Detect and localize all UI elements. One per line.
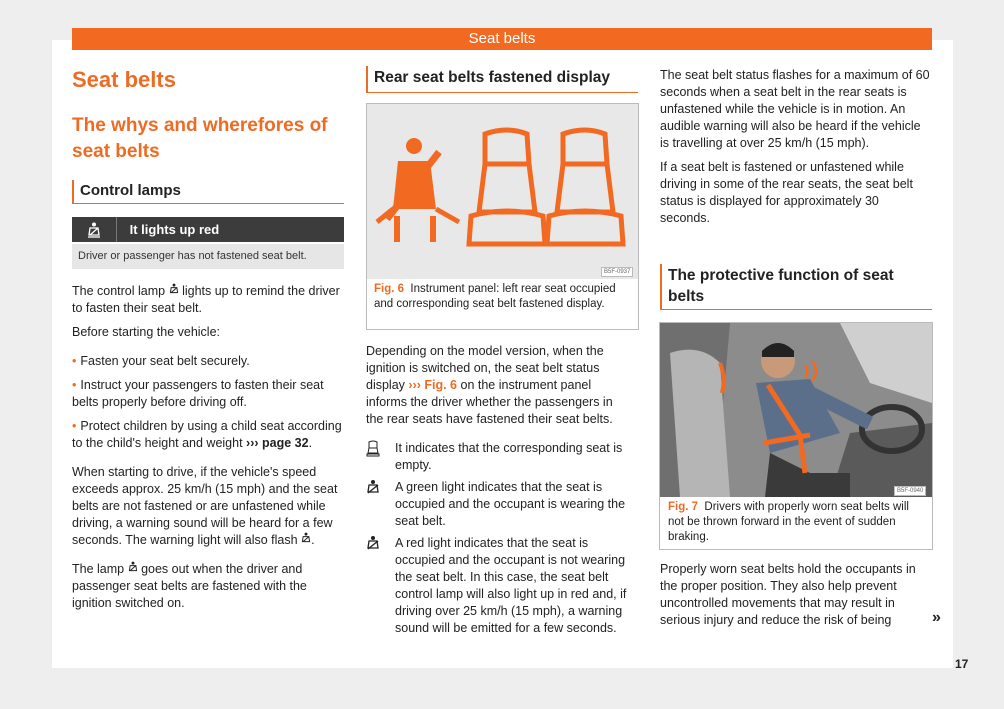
figure-7-label: Fig. 7 <box>668 501 699 513</box>
bullet-item: • Instruct your passengers to fasten their seat belts properly before driving off. <box>72 378 324 409</box>
figure-6 <box>366 103 639 330</box>
right-para-2: If a seat belt is fastened or unfastened while driving in some of the rear seats, the seat belt status is displayed for approximately 30 seconds. <box>660 160 913 225</box>
continued-marker: » <box>932 609 941 626</box>
belted-seat-icon <box>366 479 380 496</box>
left-para-1: The control lamp lights up to remind the driver to fasten their seat belt. <box>72 284 340 315</box>
control-lamps-heading <box>72 180 344 204</box>
figure-code: B5F-0940 <box>894 486 926 496</box>
right-para-1: The seat belt status flashes for a maximum of 60 seconds when a seat belt in the rear seats is unfastened while the vehicle is in motion. An audible warning will also be heard if the vehicle is travelling at over 25 km/h (15 mph). <box>660 68 930 150</box>
driver-seatbelt-image <box>660 323 932 497</box>
figure-7-caption: Fig. 7 Drivers with properly worn seat belts will not be thrown forward in the event of sudden braking. <box>668 501 909 543</box>
lamp-bar-label: It lights up red <box>129 222 220 237</box>
figure-6-label: Fig. 6 <box>374 283 405 295</box>
seatbelt-lamp-icon <box>169 283 179 295</box>
figure-6-caption: Fig. 6 Instrument panel: left rear seat occupied and corresponding seat belt fastened display. <box>374 283 616 310</box>
rear-seat-belts-heading-text: Rear seat belts fastened display <box>374 69 611 86</box>
protective-function-heading <box>660 264 932 310</box>
middle-para-1: Depending on the model version, when the ignition is switched on, the seat belt status display ››› Fig. 6 on the instrument panel informs the driver whether the passengers in the rear seats have fastened their seat belts. <box>366 344 613 426</box>
rear-seat-belts-heading <box>366 66 638 93</box>
belted-seat-icon <box>366 535 380 552</box>
section-header-title: Seat belts <box>468 30 536 47</box>
section-title: The whys and wherefores of seat belts <box>72 115 328 162</box>
empty-seat-icon <box>547 130 623 244</box>
occupied-belted-seat-icon <box>377 138 459 242</box>
fig-6-link[interactable]: ››› Fig. 6 <box>408 378 458 392</box>
driver-illustration <box>660 323 932 497</box>
rear-seat-status-display <box>367 104 638 279</box>
legend-item: It indicates that the corresponding seat is empty. <box>366 440 636 476</box>
left-para-2: Before starting the vehicle: <box>72 325 220 339</box>
left-para-4: The lamp goes out when the driver and passenger seat belts are fastened with the ignition switched on. <box>72 562 307 610</box>
seatbelt-lamp-icon <box>128 561 138 573</box>
left-para-3: When starting to drive, if the vehicle's speed exceeds approx. 25 km/h (15 mph) and the seat belts are not fastened or are unfastened while driving, a warning sound will be heard for a few seconds. The warning light will also flash . <box>72 465 338 547</box>
figure-code: B5F-0937 <box>601 267 633 277</box>
protective-function-heading-text: The protective function of seat belts <box>668 267 894 305</box>
page-32-link[interactable]: ››› page 32 <box>246 436 309 450</box>
bullet-item: • Fasten your seat belt securely. <box>72 354 250 368</box>
seatbelt-warning-icon <box>72 217 117 242</box>
page-number: 17 <box>955 657 969 671</box>
right-para-3: Properly worn seat belts hold the occupants in the proper position. They also help prevent uncontrolled movements that may result in serious injury and reduce the risk of being <box>660 562 916 627</box>
left-body <box>72 283 344 619</box>
bullet-item: • Protect children by using a child seat according to the child's height and weight ››› page 32. <box>72 419 342 450</box>
empty-seat-icon <box>366 440 380 457</box>
right-body-top <box>660 67 932 234</box>
legend-item: A red light indicates that the seat is occupied and the occupant is not wearing the seat belt. In this case, the seat belt control lamp will also light up in red and, if driving over 25 km/h (15 mph), a warning sound will be emitted for a few seconds. <box>366 535 636 655</box>
instrument-panel-image <box>367 104 638 279</box>
middle-body <box>366 343 632 435</box>
empty-seat-icon <box>469 130 545 244</box>
control-lamps-heading-text: Control lamps <box>80 182 181 199</box>
lamp-indicator-bar <box>72 217 344 242</box>
section-header-bar <box>72 28 932 50</box>
page-title: Seat belts <box>72 67 176 92</box>
right-body-bottom <box>660 561 928 636</box>
seatbelt-lamp-icon <box>301 532 311 544</box>
figure-7 <box>659 322 933 550</box>
lamp-note: Driver or passenger has not fastened seat belt. <box>72 244 344 269</box>
legend-item: A green light indicates that the seat is occupied and the occupant is wearing the seat belt. <box>366 479 636 531</box>
